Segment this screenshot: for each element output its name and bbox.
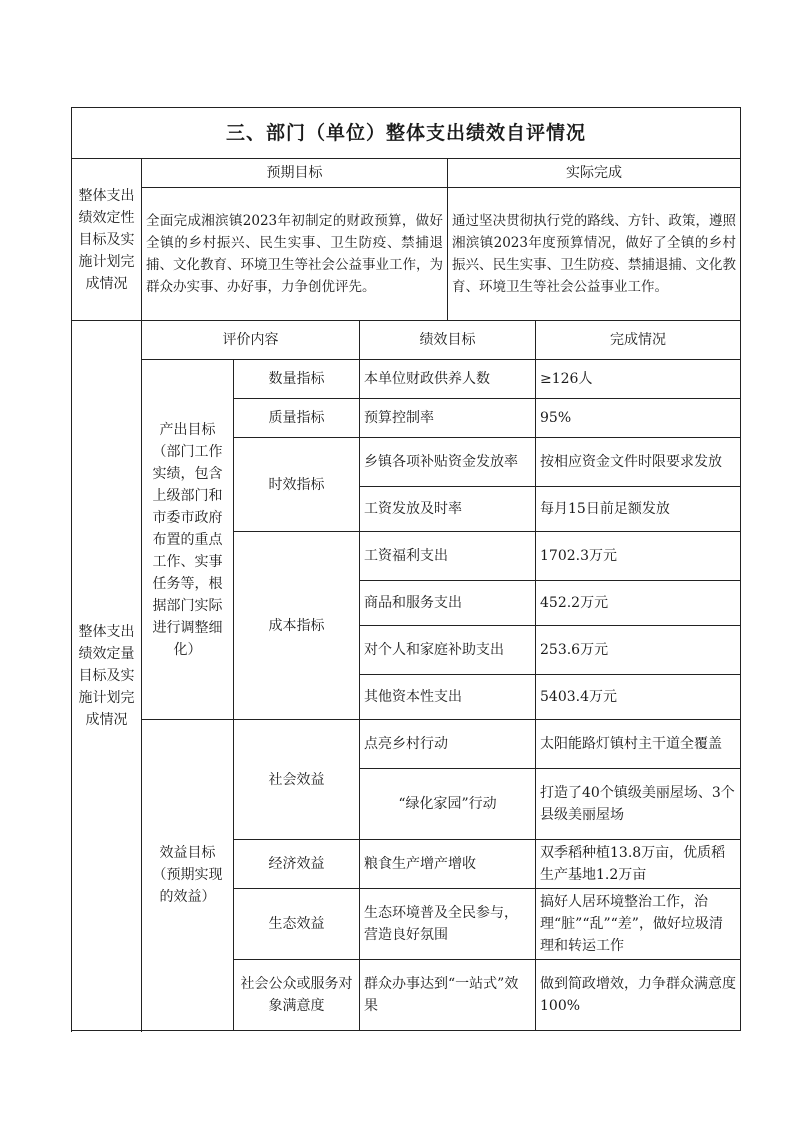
qualitative-label: 整体支出绩效定性目标及实施计划完成情况 <box>72 159 142 321</box>
table-cell: 每月15日前足额发放 <box>536 487 741 532</box>
table-cell: 生态环境普及全民参与，营造良好氛围 <box>360 889 536 960</box>
performance-table <box>71 107 741 1031</box>
completion-header: 完成情况 <box>536 321 741 360</box>
table-cell: 253.6万元 <box>536 626 741 675</box>
satisfaction-indicator: 社会公众或服务对象满意度 <box>234 960 360 1031</box>
economic-benefit-indicator: 经济效益 <box>234 840 360 889</box>
benefit-target-label: 效益目标（预期实现的效益） <box>142 720 234 1031</box>
quantity-indicator: 数量指标 <box>234 360 360 399</box>
table-cell: 预算控制率 <box>360 399 536 438</box>
table-cell: 点亮乡村行动 <box>360 720 536 769</box>
output-target-label: 产出目标（部门工作实绩，包含上级部门和市委市政府布置的重点工作、实事任务等，根据部门实际进行调整细化） <box>142 360 234 720</box>
table-cell: ≥126人 <box>536 360 741 399</box>
table-cell: 打造了40个镇级美丽屋场、3个县级美丽屋场 <box>536 769 741 840</box>
table-cell: 5403.4万元 <box>536 675 741 720</box>
table-cell: 做到简政增效，力争群众满意度100% <box>536 960 741 1031</box>
table-cell: 其他资本性支出 <box>360 675 536 720</box>
table-cell: 1702.3万元 <box>536 532 741 581</box>
table-cell: 按相应资金文件时限要求发放 <box>536 438 741 487</box>
table-cell: 粮食生产增产增收 <box>360 840 536 889</box>
table-cell: 群众办事达到“一站式”效果 <box>360 960 536 1031</box>
actual-header: 实际完成 <box>448 159 741 188</box>
quantitative-label: 整体支出绩效定量目标及实施计划完成情况 <box>72 321 142 1031</box>
table-cell: 452.2万元 <box>536 581 741 626</box>
performance-table-page <box>71 107 740 1031</box>
table-cell: 太阳能路灯镇村主干道全覆盖 <box>536 720 741 769</box>
table-cell: 乡镇各项补贴资金发放率 <box>360 438 536 487</box>
table-cell: 对个人和家庭补助支出 <box>360 626 536 675</box>
content-header: 评价内容 <box>142 321 360 360</box>
quality-indicator: 质量指标 <box>234 399 360 438</box>
table-title: 三、部门（单位）整体支出绩效自评情况 <box>72 108 741 159</box>
social-benefit-indicator: 社会效益 <box>234 720 360 840</box>
table-cell: 95% <box>536 399 741 438</box>
cost-indicator: 成本指标 <box>234 532 360 720</box>
expected-header: 预期目标 <box>142 159 448 188</box>
table-cell: 工资发放及时率 <box>360 487 536 532</box>
ecological-benefit-indicator: 生态效益 <box>234 889 360 960</box>
expected-text: 全面完成湘滨镇2023年初制定的财政预算，做好全镇的乡村振兴、民生实事、卫生防疫、禁捕退捕、文化教育、环境卫生等社会公益事业工作，为群众办实事、办好事，力争创优评先。 <box>142 188 448 321</box>
table-cell: 工资福利支出 <box>360 532 536 581</box>
table-cell: 搞好人居环境整治工作，治理“脏”“乱”“差”，做好垃圾清理和转运工作 <box>536 889 741 960</box>
actual-text: 通过坚决贯彻执行党的路线、方针、政策，遵照湘滨镇2023年度预算情况，做好了全镇的乡村振兴、民生实事、卫生防疫、禁捕退捕、文化教育、环境卫生等社会公益事业工作。 <box>448 188 741 321</box>
table-cell: 本单位财政供养人数 <box>360 360 536 399</box>
table-cell: 商品和服务支出 <box>360 581 536 626</box>
target-header: 绩效目标 <box>360 321 536 360</box>
table-cell: 双季稻种植13.8万亩，优质稻生产基地1.2万亩 <box>536 840 741 889</box>
table-cell: “绿化家园”行动 <box>360 769 536 840</box>
timeliness-indicator: 时效指标 <box>234 438 360 532</box>
